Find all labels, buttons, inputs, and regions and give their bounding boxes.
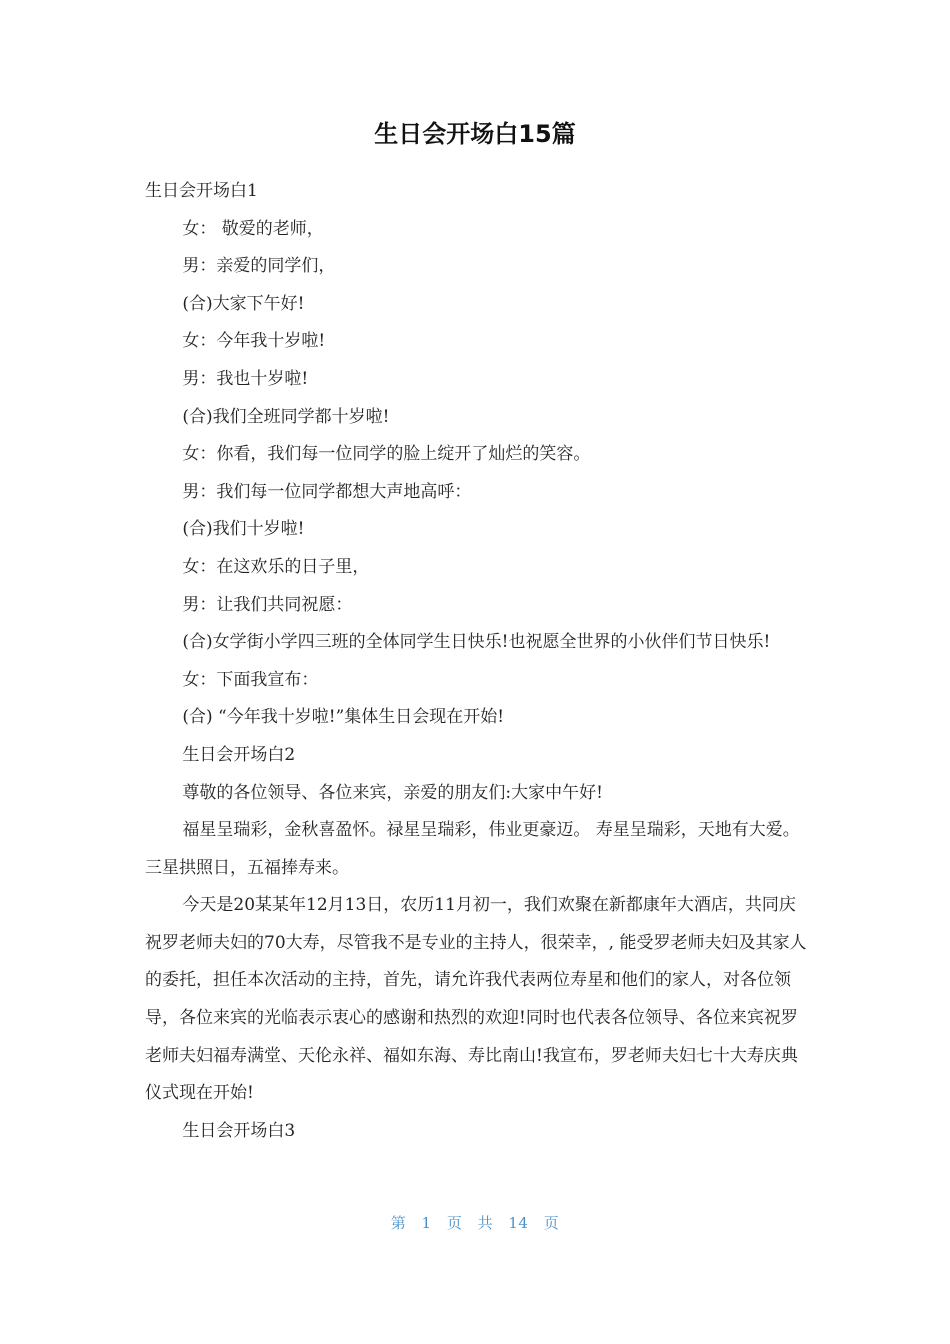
- paragraph: 生日会开场白1: [145, 181, 258, 201]
- paragraph: 男：我也十岁啦!: [182, 368, 309, 389]
- paragraph: (合) “今年我十岁啦!”集体生日会现在开始!: [182, 707, 505, 728]
- paragraph: 女： 敬爱的老师，: [182, 218, 324, 239]
- paragraph: 女：你看，我们每一位同学的脸上绽开了灿烂的笑容。: [182, 444, 591, 465]
- paragraph: 生日会开场白3: [182, 1120, 296, 1141]
- paragraph: 男：让我们共同祝愿：: [182, 594, 353, 615]
- paragraph: 女：在这欢乐的日子里，: [182, 556, 370, 577]
- paragraph: 男：我们每一位同学都想大声地高呼：: [182, 481, 472, 502]
- paragraph: 女：下面我宣布：: [182, 669, 319, 690]
- paragraph: (合)大家下午好!: [182, 293, 305, 314]
- paragraph: 福星呈瑞彩，金秋喜盈怀。禄星呈瑞彩，伟业更豪迈。 寿星呈瑞彩，天地有大爱。三星拱照日，五福捧寿来。: [145, 820, 800, 878]
- paragraph: 今天是20某某年12月13日，农历11月初一，我们欢聚在新都康年大酒店，共同庆祝罗老师夫妇的70大寿，尽管我不是专业的主持人，很荣幸，, 能受罗老师夫妇及其家人的委托，担任本次活动的主持，首先，请允许我代表两位寿星和他们的家人，对各位领导，各位来宾的光临表示衷心的感谢和热烈的欢迎!同时也代表各位领导、各位来宾祝罗老师夫妇福寿满堂、天伦永祥、福如东海、寿比南山!我宣布，罗老师夫妇七十大寿庆典仪式现在开始!: [145, 895, 807, 1104]
- page-number-footer: 第 1 页 共 14 页: [390, 1214, 560, 1232]
- page-title: 生日会开场白15篇: [374, 120, 576, 148]
- document-body: [145, 173, 807, 1150]
- paragraph: 女：今年我十岁啦!: [182, 331, 326, 352]
- paragraph: 男：亲爱的同学们，: [182, 256, 336, 277]
- paragraph: 生日会开场白2: [182, 744, 296, 765]
- paragraph: 尊敬的各位领导、各位来宾，亲爱的朋友们:大家中午好!: [182, 782, 603, 803]
- paragraph: (合)女学街小学四三班的全体同学生日快乐!也祝愿全世界的小伙伴们节日快乐!: [182, 632, 771, 653]
- paragraph: (合)我们全班同学都十岁啦!: [182, 406, 390, 427]
- paragraph: (合)我们十岁啦!: [182, 519, 305, 540]
